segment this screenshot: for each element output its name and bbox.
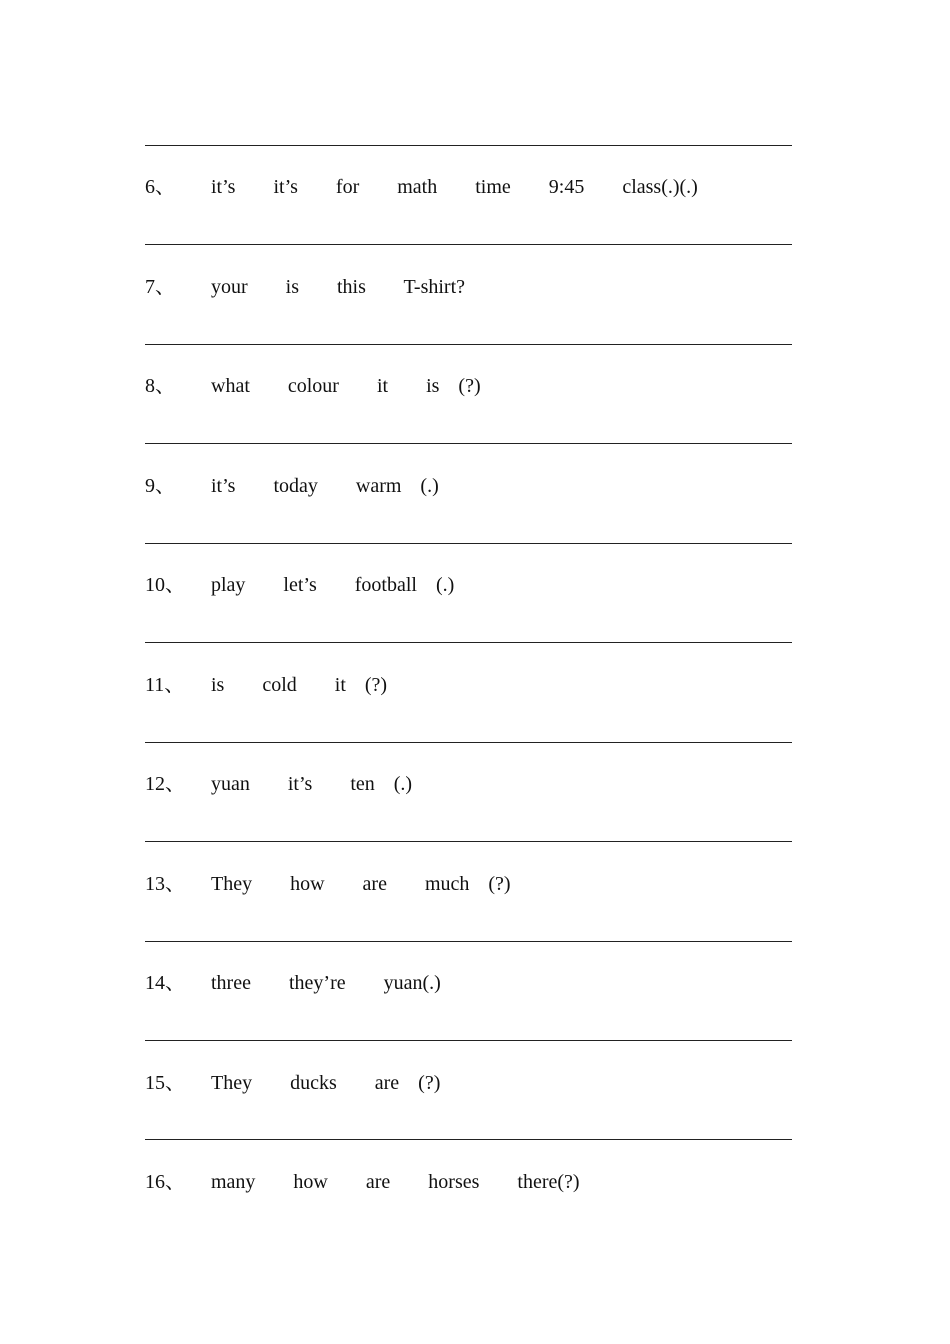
question-words: They how are much (?) <box>211 873 511 895</box>
question-number: 13、 <box>145 873 185 895</box>
answer-line <box>145 742 792 743</box>
question-number: 8、 <box>145 375 175 397</box>
question-words: your is this T-shirt? <box>211 276 466 298</box>
answer-line <box>145 244 792 245</box>
question-words: what colour it is (?) <box>211 375 481 397</box>
question-number: 12、 <box>145 773 185 795</box>
answer-line <box>145 344 792 345</box>
question-words: They ducks are (?) <box>211 1072 441 1094</box>
question-number: 6、 <box>145 176 175 198</box>
question-number: 11、 <box>145 674 185 696</box>
answer-line <box>145 841 792 842</box>
question-number: 14、 <box>145 972 185 994</box>
question-8 <box>145 371 481 401</box>
question-words: many how are horses there(?) <box>211 1171 580 1193</box>
question-words: yuan it’s ten (.) <box>211 773 413 795</box>
question-11 <box>145 670 387 700</box>
question-7 <box>145 272 465 302</box>
question-words: play let’s football (.) <box>211 574 455 596</box>
answer-line <box>145 443 792 444</box>
question-number: 15、 <box>145 1072 185 1094</box>
question-14 <box>145 968 441 998</box>
question-10 <box>145 570 454 600</box>
question-9 <box>145 471 439 501</box>
question-words: it’s it’s for math time 9:45 class(.)(.) <box>211 176 698 198</box>
question-number: 16、 <box>145 1171 185 1193</box>
question-12 <box>145 769 412 799</box>
question-13 <box>145 869 511 899</box>
question-words: is cold it (?) <box>211 674 388 696</box>
question-number: 9、 <box>145 475 175 497</box>
question-number: 10、 <box>145 574 185 596</box>
answer-line <box>145 1139 792 1140</box>
answer-line <box>145 941 792 942</box>
question-words: it’s today warm (.) <box>211 475 439 497</box>
question-words: three they’re yuan(.) <box>211 972 441 994</box>
answer-line <box>145 1040 792 1041</box>
question-15 <box>145 1068 440 1098</box>
answer-line <box>145 642 792 643</box>
question-16 <box>145 1167 580 1197</box>
answer-line <box>145 543 792 544</box>
question-6 <box>145 172 698 202</box>
question-number: 7、 <box>145 276 175 298</box>
answer-line <box>145 145 792 146</box>
